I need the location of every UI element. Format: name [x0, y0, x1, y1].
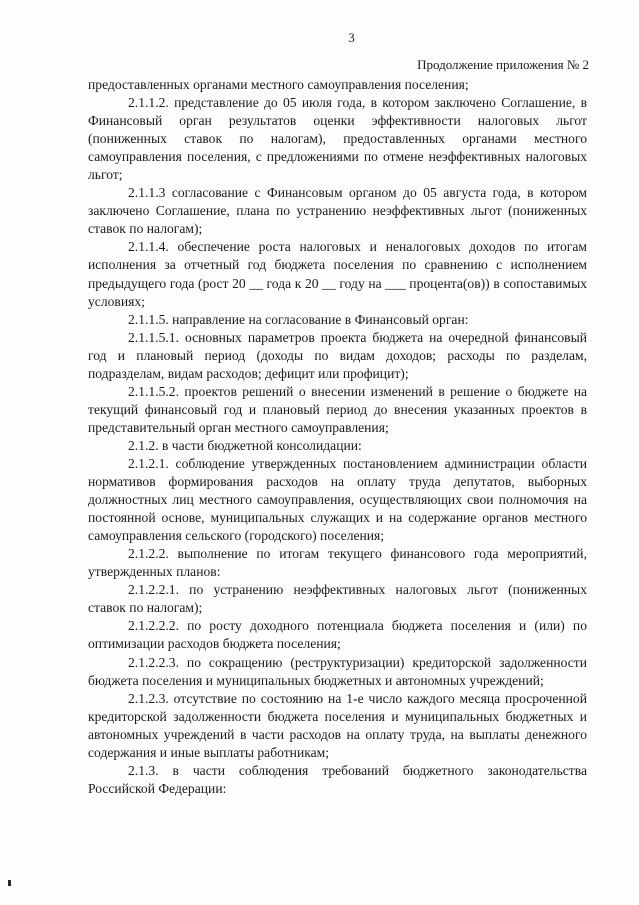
paragraph-2-1-1-5-2: 2.1.1.5.2. проектов решений о внесении изменений в решение о бюджете на текущий финансовый год и плановый период до внесения указанных проектов в представительный орган местного самоуправления;	[88, 383, 587, 435]
paragraph-2-1-3: 2.1.3. в части соблюдения требований бюджетного законодательства Российской Федерации:	[88, 762, 587, 796]
paragraph-2-1-1-5: 2.1.1.5. направление на согласование в Финансовый орган:	[128, 311, 469, 327]
paragraph-2-1-2-2: 2.1.2.2. выполнение по итогам текущего финансового года мероприятий, утвержденных планов:	[88, 546, 587, 580]
paragraph-2-1-1-4: 2.1.1.4. обеспечение роста налоговых и неналоговых доходов по итогам исполнения за отчетный год бюджета поселения по сравнению с исполнением предыдущего года (рост 20 __ года к 20 __ году на ___ процента(ов)) в сопоставимых условиях;	[88, 239, 587, 309]
paragraph-2-1-1-3: 2.1.1.3 согласование с Финансовым органом до 05 августа года, в котором заключено Соглашение, плана по устранению неэффективных льгот (пониженных ставок по налогам);	[88, 185, 587, 237]
paragraph-2-1-1-5-1: 2.1.1.5.1. основных параметров проекта бюджета на очередной финансовый год и плановый период (доходы по видам доходов; расходы по разделам, подразделам, видам расходов; дефицит или профицит);	[88, 329, 587, 381]
paragraph-2-1-2-2-3: 2.1.2.2.3. по сокращению (реструктуризации) кредиторской задолженности бюджета поселения и муниципальных бюджетных и автономных учреждений;	[88, 654, 587, 688]
paragraph-2-1-2: 2.1.2. в части бюджетной консолидации:	[128, 437, 362, 453]
scan-margin-mark	[8, 880, 11, 886]
paragraph-2-1-2-2-1: 2.1.2.2.1. по устранению неэффективных налоговых льгот (пониженных ставок по налогам);	[88, 582, 587, 616]
paragraph-2-1-2-1: 2.1.2.1. соблюдение утвержденных постановлением администрации области нормативов формирования расходов на оплату труда депутатов, выборных должностных лиц местного самоуправления, осуществляющих свои полномочия на постоянной основе, муниципальных служащих и на содержание органов местного самоуправления сельского (городского) поселения;	[88, 455, 587, 544]
document-body	[88, 76, 587, 798]
paragraph-2-1-2-2-2: 2.1.2.2.2. по росту доходного потенциала бюджета поселения и (или) по оптимизации расходов бюджета поселения;	[88, 618, 587, 652]
appendix-continuation-note: Продолжение приложения № 2	[417, 57, 589, 72]
page-number: 3	[348, 30, 355, 45]
paragraph-2-1-2-3: 2.1.2.3. отсутствие по состоянию на 1-е число каждого месяца просроченной кредиторской задолженности бюджета поселения и муниципальных бюджетных и автономных учреждений в части расходов на оплату труда, на выплаты денежного содержания и иные выплаты работникам;	[88, 690, 587, 760]
paragraph-0: предоставленных органами местного самоуправления поселения;	[88, 77, 469, 92]
paragraph-2-1-1-2: 2.1.1.2. представление до 05 июля года, в котором заключено Соглашение, в Финансовый орган результатов оценки эффективности налоговых льгот (пониженных ставок по налогам), предоставленных органами местного самоуправления поселения, с предложениями по отмене неэффективных налоговых льгот;	[88, 95, 587, 183]
